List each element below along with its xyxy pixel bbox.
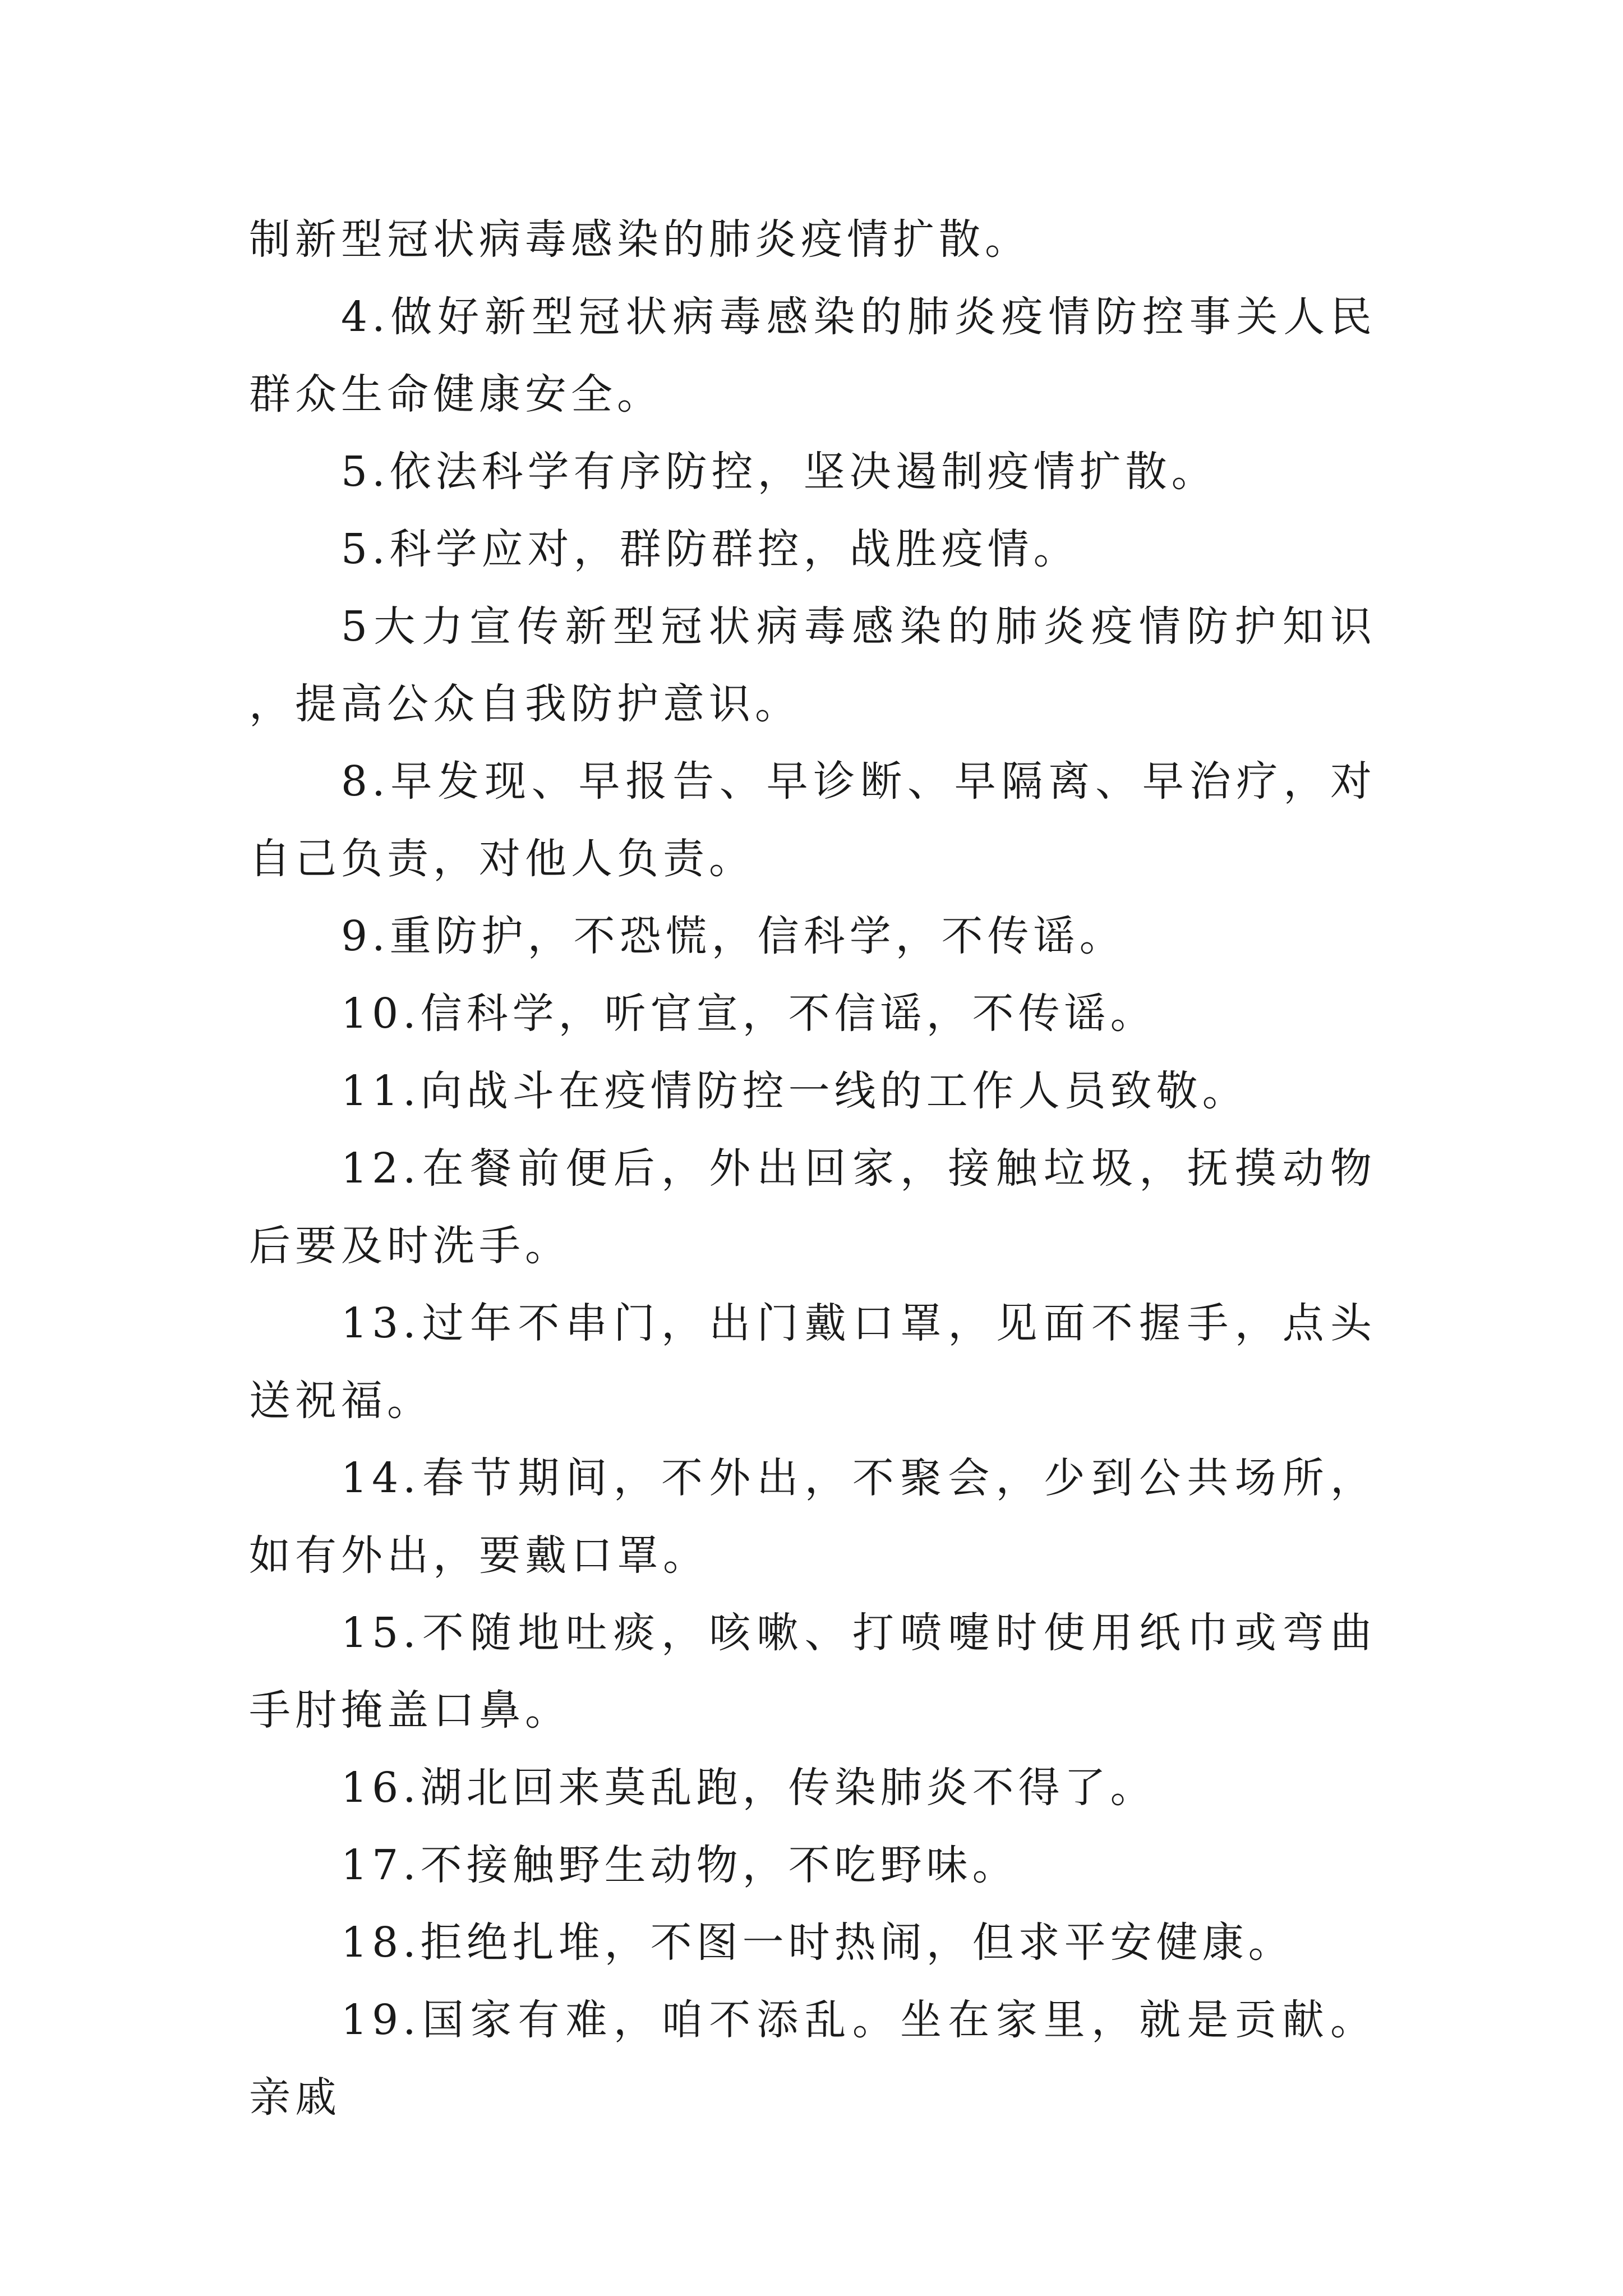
paragraph: 5.依法科学有序防控，坚决遏制疫情扩散。 xyxy=(341,448,1218,496)
paragraph: 8.早发现、早报告、早诊断、早隔离、早治疗，对自己负责，对他人负责。 xyxy=(249,757,1376,883)
paragraph: 4.做好新型冠状病毒感染的肺炎疫情防控事关人民群众生命健康安全。 xyxy=(249,293,1376,418)
paragraph: 11.向战斗在疫情防控一线的工作人员致敬。 xyxy=(341,1067,1248,1115)
paragraph: 12.在餐前便后，外出回家，接触垃圾，抚摸动物后要及时洗手。 xyxy=(249,1144,1376,1270)
paragraph: 制新型冠状病毒感染的肺炎疫情扩散。 xyxy=(249,215,1031,264)
paragraph: 15.不随地吐痰，咳嗽、打喷嚏时使用纸巾或弯曲手肘掩盖口鼻。 xyxy=(249,1609,1376,1734)
paragraph: 14.春节期间，不外出，不聚会，少到公共场所，如有外出，要戴口罩。 xyxy=(249,1454,1376,1580)
paragraph: 16.湖北回来莫乱跑，传染肺炎不得了。 xyxy=(341,1764,1156,1812)
document-body xyxy=(249,201,1376,2136)
paragraph: 18.拒绝扎堆，不图一时热闹，但求平安健康。 xyxy=(341,1918,1294,1967)
paragraph: 5.科学应对，群防群控，战胜疫情。 xyxy=(341,525,1080,573)
paragraph: 17.不接触野生动物，不吃野味。 xyxy=(341,1841,1018,1889)
paragraph: 5大力宣传新型冠状病毒感染的肺炎疫情防护知识，提高公众自我防护意识。 xyxy=(249,602,1376,728)
paragraph: 9.重防护，不恐慌，信科学，不传谣。 xyxy=(341,912,1126,960)
paragraph: 10.信科学，听官宣，不信谣，不传谣。 xyxy=(341,990,1156,1038)
paragraph: 13.过年不串门，出门戴口罩，见面不握手，点头送祝福。 xyxy=(249,1299,1376,1425)
paragraph: 19.国家有难，咱不添乱。坐在家里，就是贡献。亲戚 xyxy=(249,1996,1376,2122)
